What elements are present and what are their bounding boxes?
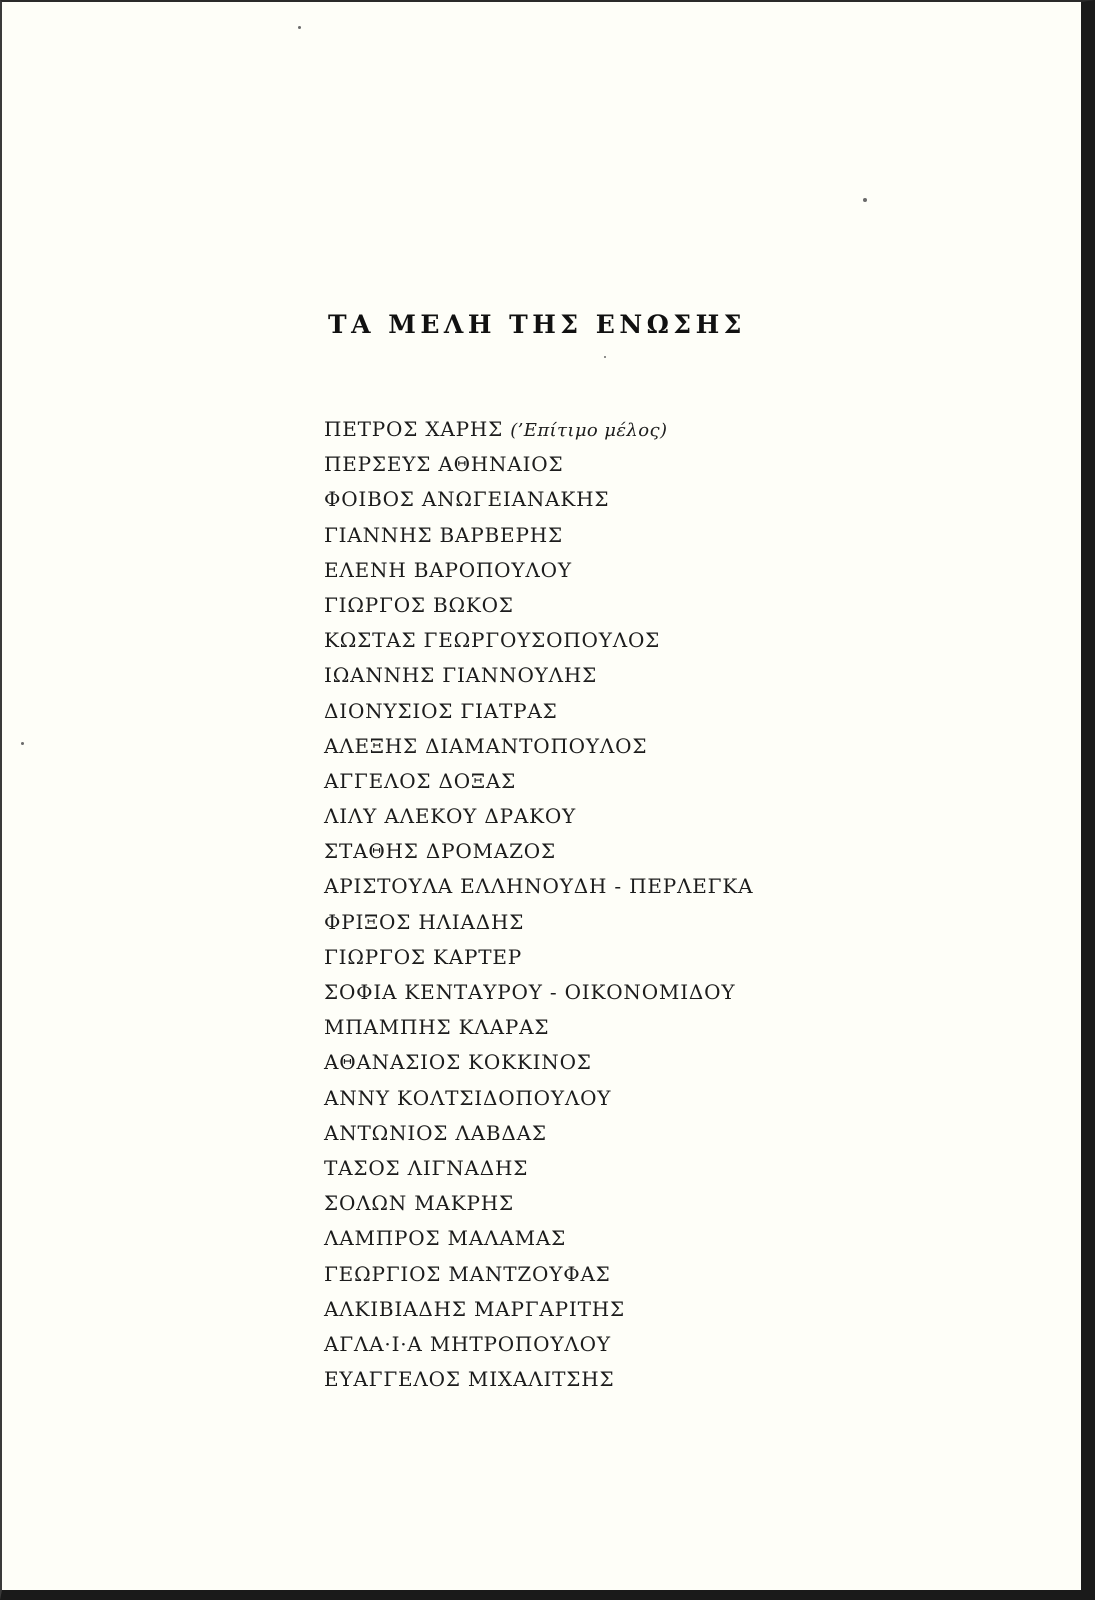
member-list-item [324, 1116, 753, 1151]
member-list-item [324, 729, 753, 764]
member-list-item [324, 588, 753, 623]
member-name: ΦΡΙΞΟΣ ΗΛΙΑΔΗΣ [324, 909, 525, 934]
member-name: ΑΝΤΩΝΙΟΣ ΛΑΒΔΑΣ [324, 1120, 547, 1145]
member-name: ΣΟΦΙΑ ΚΕΝΤΑΥΡΟΥ - ΟΙΚΟΝΟΜΙΔΟΥ [324, 980, 736, 1004]
member-name: ΣΟΛΩΝ ΜΑΚΡΗΣ [324, 1191, 514, 1216]
paper-speck [21, 742, 24, 745]
member-name: ΑΓΛΑ·Ι·Α ΜΗΤΡΟΠΟΥΛΟΥ [324, 1331, 611, 1356]
member-name: ΑΘΑΝΑΣΙΟΣ ΚΟΚΚΙΝΟΣ [324, 1050, 592, 1075]
member-list-item [324, 518, 753, 553]
paper-speck [298, 26, 301, 29]
member-list-item [324, 623, 753, 658]
member-list-item [324, 1327, 753, 1362]
member-name: ΛΑΜΠΡΟΣ ΜΑΛΑΜΑΣ [324, 1226, 567, 1251]
member-name: ΙΩΑΝΝΗΣ ΓΙΑΝΝΟΥΛΗΣ [324, 663, 598, 688]
member-list-item [324, 940, 753, 975]
member-list-item [324, 834, 753, 869]
member-list [324, 412, 753, 1397]
member-list-item [324, 1186, 753, 1221]
member-list-item [324, 764, 753, 799]
member-name: ΣΤΑΘΗΣ ΔΡΟΜΑΖΟΣ [324, 839, 556, 864]
member-list-item [324, 1221, 753, 1256]
member-name: ΑΝΝΥ ΚΟΛΤΣΙΔΟΠΟΥΛΟΥ [324, 1085, 612, 1110]
member-name: ΑΛΚΙΒΙΑΔΗΣ ΜΑΡΓΑΡΙΤΗΣ [324, 1296, 625, 1321]
member-name: ΕΥΑΓΓΕΛΟΣ ΜΙΧΑΛΙΤΣΗΣ [324, 1367, 615, 1392]
member-name: ΑΡΙΣΤΟΥΛΑ ΕΛΛΗΝΟΥΔΗ - ΠΕΡΛΕΓΚΑ [324, 874, 754, 899]
member-name: ΦΟΙΒΟΣ ΑΝΩΓΕΙΑΝΑΚΗΣ [324, 487, 610, 512]
member-list-item [324, 1045, 753, 1080]
member-name: ΑΛΕΞΗΣ ΔΙΑΜΑΝΤΟΠΟΥΛΟΣ [324, 733, 648, 758]
member-list-item [324, 1257, 753, 1292]
member-list-item [324, 869, 753, 904]
paper-speck [863, 198, 867, 202]
member-name: ΛΙΛΥ ΑΛΕΚΟΥ ΔΡΑΚΟΥ [324, 804, 577, 829]
member-list-item [324, 1010, 753, 1045]
member-note: (’Επίτιμο μέλος) [510, 420, 668, 441]
member-list-item [324, 553, 753, 588]
page-title: ΤΑ ΜΕΛΗ ΤΗΣ ΕΝΩΣΗΣ [328, 310, 746, 339]
member-list-item [324, 1151, 753, 1186]
member-name: ΠΕΡΣΕΥΣ ΑΘΗΝΑΙΟΣ [324, 452, 564, 477]
member-name: ΓΕΩΡΓΙΟΣ ΜΑΝΤΖΟΥΦΑΣ [324, 1261, 611, 1286]
member-name: ΜΠΑΜΠΗΣ ΚΛΑΡΑΣ [324, 1015, 550, 1040]
member-name: ΠΕΤΡΟΣ ΧΑΡΗΣ [324, 417, 504, 441]
member-name: ΤΑΣΟΣ ΛΙΓΝΑΔΗΣ [324, 1155, 529, 1180]
member-list-item [324, 447, 753, 482]
member-name: ΔΙΟΝΥΣΙΟΣ ΓΙΑΤΡΑΣ [324, 698, 558, 723]
member-name: ΓΙΩΡΓΟΣ ΒΩΚΟΣ [324, 592, 514, 617]
member-list-item [324, 412, 753, 447]
member-list-item [324, 658, 753, 693]
member-list-item [324, 1081, 753, 1116]
member-list-item [324, 905, 753, 940]
member-name: ΚΩΣΤΑΣ ΓΕΩΡΓΟΥΣΟΠΟΥΛΟΣ [324, 628, 661, 653]
member-name: ΑΓΓΕΛΟΣ ΔΟΞΑΣ [324, 768, 517, 793]
member-list-item [324, 1362, 753, 1397]
paper-speck [604, 356, 606, 358]
member-list-item [324, 1292, 753, 1327]
member-list-item [324, 975, 753, 1010]
member-name: ΓΙΑΝΝΗΣ ΒΑΡΒΕΡΗΣ [324, 522, 563, 547]
member-list-item [324, 482, 753, 517]
member-name: ΓΙΩΡΓΟΣ ΚΑΡΤΕΡ [324, 944, 523, 969]
member-list-item [324, 694, 753, 729]
member-name: ΕΛΕΝΗ ΒΑΡΟΠΟΥΛΟΥ [324, 557, 572, 582]
member-list-item [324, 799, 753, 834]
